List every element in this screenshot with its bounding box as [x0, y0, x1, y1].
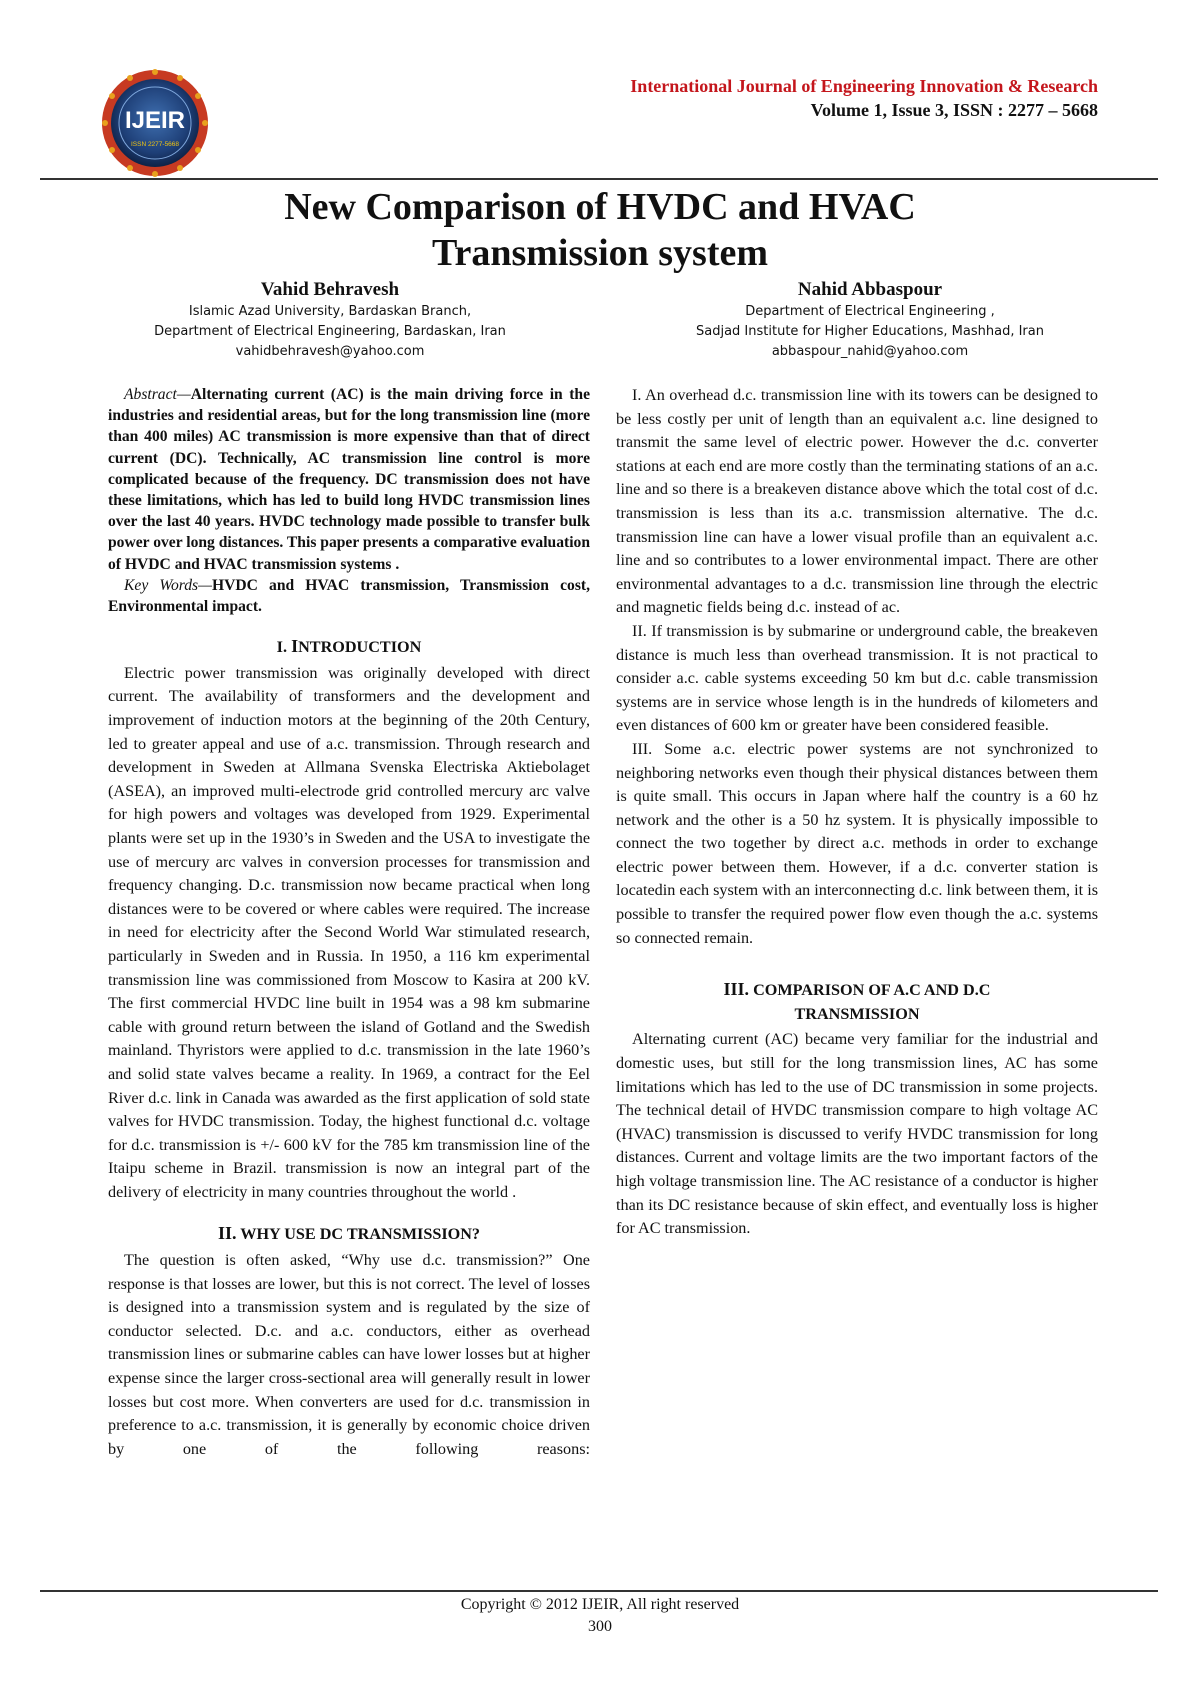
- author-affiliation: Islamic Azad University, Bardaskan Branch,: [188, 304, 472, 319]
- author-1: [100, 280, 560, 362]
- keywords-text: HVDC and HVAC transmission, Transmission cost, Environmental impact.: [108, 576, 590, 616]
- footer-rule: [40, 1590, 1158, 1592]
- page-number: 300: [588, 1618, 612, 1635]
- keywords-label: Key Words—: [124, 576, 212, 594]
- why-dc-flow: [108, 1249, 590, 1461]
- title-line-1: New Comparison of HVDC and HVAC: [284, 186, 916, 228]
- author-block: [100, 280, 1100, 368]
- copyright: Copyright © 2012 IJEIR, All right reserved: [460, 1596, 740, 1613]
- author-affiliation: Department of Electrical Engineering ,: [745, 304, 995, 319]
- why-dc-paragraph-part-1: The question is often asked, “Why use d.c. transmission?” One response is that losses are lower, but this is not correct. The level of losses is designed into a transmission system and is regulated by the size of conductor selected. D.c. and a.c. conductors, either as overhead transmission lines or submarine cables can have lower losses but at higher expense since the larger cross-sectional area will generally result in lower losses but cost more. When converters are used for d.c. transmission in preference to a.c. transmission, it is generally by economic choice driven by one of the following reasons:: [108, 1251, 590, 1458]
- footer: [0, 1594, 1200, 1638]
- section-title-line-1: COMPARISON OF A.C AND D.C: [753, 981, 991, 1000]
- section-number: II.: [218, 1223, 237, 1244]
- logo-text: IJEIR: [124, 107, 186, 134]
- author-email: vahidbehravesh@yahoo.com: [235, 344, 425, 359]
- introduction-paragraph: Electric power transmission was originally developed with direct current. The availability of transformers and the development and improvement of induction motors at the beginning of the 20th Century, led to greater appeal and use of a.c. transmission. Through research and development in Sweden at Allmana Svenska Electriska Aktiebolaget (ASEA), an improved multi-electrode grid controlled mercury arc valve for high powers and voltages was developed from 1929. Experimental plants were set up in the 1930’s in Sweden and the USA to investigate the use of mercury arc valves in conversion processes for transmission and frequency changing. D.c. transmission now became practical when long distances were to be covered or where cables were required. The increase in need for electricity after the Second World War stimulated research, particularly in Sweden and in Russia. In 1950, a 116 km experimental transmission line was commissioned from Moscow to Kasira at 200 kV. The first commercial HVDC line built in 1954 was a 98 km submarine cable with ground return between the island of Gotland and the Swedish mainland. Thyristors were applied to d.c. transmission in the late 1960’s and solid state valves became a reality. In 1969, a contract for the Eel River d.c. link in Canada was awarded as the first application of sold state valves for HVDC transmission. Today, the highest functional d.c. voltage for d.c. transmission is +/- 600 kV for the 785 km transmission line of the Itaipu scheme in Brazil. transmission is now an integral part of the delivery of electricity in many countries throughout the world .: [108, 663, 590, 1201]
- author-name: Nahid Abbaspour: [797, 279, 943, 300]
- author-name: Vahid Behravesh: [260, 279, 400, 300]
- section-number: I.: [276, 638, 288, 657]
- section-title: WHY USE DC TRANSMISSION?: [240, 1225, 480, 1244]
- list-item-1: I. An overhead d.c. transmission line with its towers can be designed to be less costly per unit of length than an equivalent a.c. line designed to transmit the same level of electric power. However the d.c. converter stations at each end are more costly than the terminating stations of an a.c. line and so there is a breakeven distance above which the total cost of d.c. transmission is less than its a.c. transmission alternative. The d.c. transmission line can have a lower visual profile than an equivalent a.c. line and so contributes to a lower environmental impact. There are other environmental advantages to a d.c. transmission line through the electric and magnetic fields being d.c. instead of ac.: [616, 386, 1098, 617]
- comparison-paragraph: Alternating current (AC) became very familiar for the industrial and domestic uses, but still for the long transmission lines, AC has some limitations which has led to the use of DC transmission in some projects. The technical detail of HVDC transmission compare to high voltage AC (HVAC) transmission is discussed to verify HVDC transmission for long distances. Current and voltage limits are the two important factors of the high voltage transmission line. The AC resistance of a conductor is higher than its DC resistance because of skin effect, and eventually loss is higher for AC transmission.: [616, 1030, 1098, 1238]
- section-heading-comparison: [616, 978, 1098, 1026]
- list-item-3: III. Some a.c. electric power systems are not synchronized to neighboring networks even though their physical distances between them is quite small. This occurs in Japan where half the country is a 60 hz network and the other is a 50 hz system. It is physically impossible to connect the two together by direct a.c. methods in order to exchange electric power between them. However, if a d.c. converter station is locatedin each system with an interconnecting d.c. link between them, it is possible to transfer the required power flow even though the a.c. systems so connected remain.: [616, 739, 1098, 947]
- section-number: III.: [723, 979, 750, 1000]
- title-line-2: Transmission system: [431, 232, 769, 274]
- right-column: [616, 384, 1098, 1241]
- section-heading-why-dc: [108, 1222, 590, 1247]
- author-2: [640, 280, 1100, 362]
- volume-line: Volume 1, Issue 3, ISSN : 2277 – 5668: [810, 100, 1098, 120]
- left-column: [108, 384, 590, 1461]
- header-rule: [40, 178, 1158, 180]
- keywords: [108, 575, 590, 617]
- section-initial: I: [291, 636, 299, 657]
- journal-header: [630, 74, 1098, 122]
- author-department: Sadjad Institute for Higher Educations, Mashhad, Iran: [696, 324, 1044, 339]
- author-email: abbaspour_nahid@yahoo.com: [771, 344, 969, 359]
- abstract-text: Alternating current (AC) is the main driving force in the industries and residential areas, but for the long transmission line (more than 400 miles) AC transmission is more expensive than that of direct current (DC). Technically, AC transmission line control is more complicated because of the frequency. DC transmission does not have these limitations, which has led to build long HVDC transmission lines over the last 40 years. HVDC technology made possible to transfer bulk power over long distances. This paper presents a comparative evaluation of HVDC and HVAC transmission systems .: [108, 386, 590, 573]
- list-item-2: II. If transmission is by submarine or underground cable, the breakeven distance is much less than overhead transmission. It is not practical to consider a.c. cable systems exceeding 50 km but d.c. cable transmission systems are in service whose length is in the hundreds of kilometers and even distances of 600 km or greater have been considered feasible.: [616, 621, 1098, 735]
- paper-title: [100, 184, 1100, 276]
- abstract: [108, 384, 590, 575]
- section-title-line-2: TRANSMISSION: [794, 1004, 920, 1023]
- author-department: Department of Electrical Engineering, Bardaskan, Iran: [154, 324, 506, 339]
- journal-name: International Journal of Engineering Innovation & Research: [630, 76, 1098, 96]
- section-heading-introduction: [108, 635, 590, 660]
- section-title-rest: NTRODUCTION: [298, 638, 422, 657]
- journal-logo: [100, 68, 210, 178]
- logo-ring-text: ISSN 2277-5668: [130, 141, 180, 148]
- abstract-label: Abstract—: [124, 386, 191, 403]
